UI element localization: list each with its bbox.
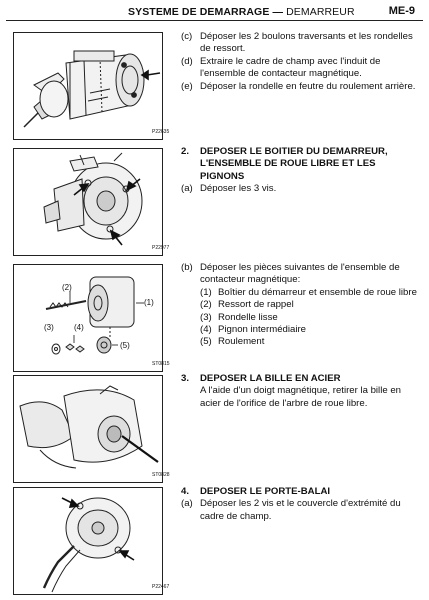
step-body: A l'aide d'un doigt magnétique, retirer la bille en acier de l'orifice de l'arbre de roue libre. [200, 385, 401, 409]
item-marker: (e) [181, 80, 193, 92]
figure-starter-housing-screws [13, 148, 170, 256]
figure-exploded-parts [13, 264, 170, 372]
instruction-item [181, 498, 421, 523]
item-marker: (c) [181, 31, 193, 42]
instruction-item [181, 81, 421, 93]
list-item [200, 312, 421, 324]
part-label-1: (1) [144, 298, 154, 307]
part-label-5: (5) [120, 341, 130, 350]
section-3-text [181, 262, 421, 349]
list-text: Roulement [218, 336, 265, 348]
item-marker: (d) [181, 55, 193, 67]
list-item [200, 299, 421, 311]
step-number: 2. [181, 146, 190, 157]
section-1-text [181, 31, 421, 93]
item-text: Déposer les 3 vis. [200, 183, 277, 195]
list-marker: (5) [200, 336, 212, 348]
part-label-4: (4) [74, 323, 84, 332]
figure-code: P22635 [152, 129, 170, 135]
instruction-item [181, 31, 421, 56]
figure-code: P22977 [152, 245, 170, 251]
figure-starter-rear [13, 32, 170, 140]
item-text: Extraire le cadre de champ avec l'induit de l'ensemble de contacteur magnétique. [200, 55, 381, 80]
part-label-2: (2) [62, 283, 72, 292]
figure-code: ST0815 [152, 361, 170, 367]
part-label-3: (3) [44, 323, 54, 332]
item-marker: (a) [181, 498, 193, 510]
figure-code: ST0828 [152, 472, 170, 478]
list-marker: (2) [200, 299, 212, 311]
title-sub: DEMARREUR [286, 6, 355, 18]
list-text: Rondelle lisse [218, 311, 278, 323]
item-text: Déposer la rondelle en feutre du roulement arrière. [200, 80, 416, 92]
list-text: Pignon intermédiaire [218, 324, 306, 336]
figure-brush-holder [13, 487, 170, 595]
step-heading [181, 486, 421, 498]
list-text: Boîtier du démarreur et ensemble de roue libre [218, 286, 417, 298]
exploded-parts-illustration [14, 265, 162, 371]
list-item [200, 336, 421, 348]
list-item [200, 324, 421, 336]
section-5-text [181, 486, 421, 523]
steel-ball-illustration [14, 376, 162, 482]
item-text: Déposer les 2 boulons traversants et les rondelles de ressort. [200, 31, 413, 55]
instruction-item [181, 56, 421, 81]
step-number: 4. [181, 486, 190, 497]
section-2-text [181, 146, 421, 196]
parts-list [181, 287, 421, 349]
title-main: SYSTEME DE DEMARRAGE [128, 6, 270, 18]
item-text: Déposer les pièces suivantes de l'ensemble de contacteur magnétique: [200, 262, 400, 286]
step-title: DEPOSER LE PORTE-BALAI [200, 486, 331, 497]
starter-rear-illustration [14, 33, 162, 139]
title-separator: — [269, 6, 287, 18]
starter-housing-illustration [14, 149, 162, 255]
list-marker: (1) [200, 286, 212, 298]
item-text: Déposer les 2 vis et le couvercle d'extrémité du cadre de champ. [200, 498, 401, 522]
step-title: DEPOSER LA BILLE EN ACIER [200, 373, 341, 384]
item-marker: (a) [181, 183, 193, 195]
item-marker: (b) [181, 262, 193, 273]
arrow-icon [142, 71, 160, 79]
page-number: ME-9 [388, 5, 415, 17]
step-heading [181, 146, 421, 183]
figure-code: P22467 [152, 584, 170, 590]
step-title: DEPOSER LE BOITIER DU DEMARREUR, L'ENSEMBLE DE ROUE LIBRE ET LES PIGNONS [200, 146, 388, 182]
list-text: Ressort de rappel [218, 299, 294, 311]
header-rule [6, 20, 423, 21]
instruction-item [181, 183, 421, 195]
figure-steel-ball-removal [13, 375, 170, 483]
list-marker: (4) [200, 324, 212, 336]
step-heading [181, 373, 421, 385]
page-title [128, 6, 355, 18]
instruction-item [181, 262, 421, 287]
brush-holder-illustration [14, 488, 162, 594]
list-marker: (3) [200, 311, 212, 323]
page-header [0, 0, 429, 24]
list-item [200, 287, 421, 299]
section-4-text [181, 373, 421, 410]
step-number: 3. [181, 373, 190, 384]
